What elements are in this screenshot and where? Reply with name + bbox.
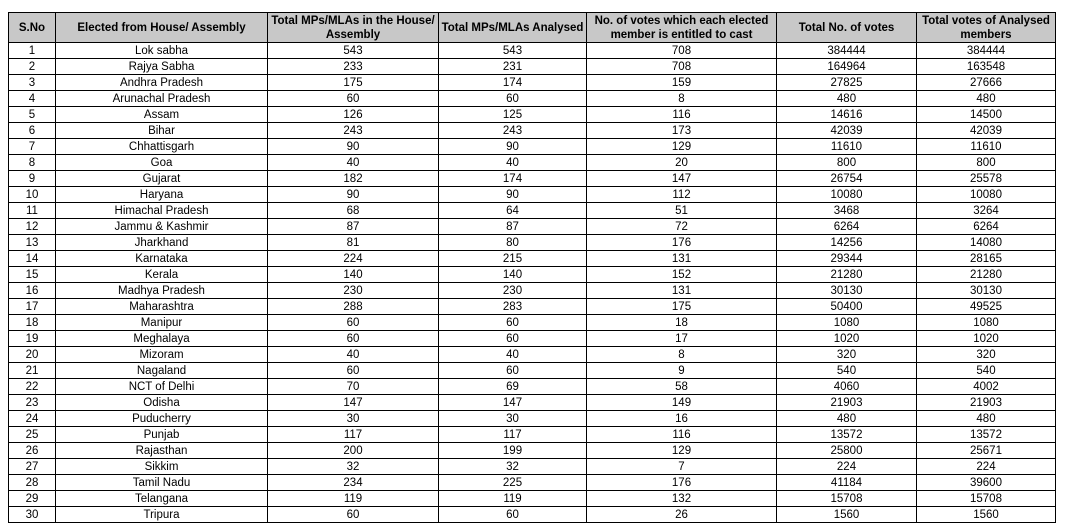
- cell-house: Nagaland: [56, 363, 268, 379]
- cell-total-votes-analysed: 480: [917, 91, 1056, 107]
- cell-total-votes-analysed: 14500: [917, 107, 1056, 123]
- cell-total-members: 60: [268, 363, 439, 379]
- cell-total-votes-analysed: 163548: [917, 59, 1056, 75]
- cell-sno: 28: [9, 475, 56, 491]
- cell-votes-per-member: 112: [587, 187, 777, 203]
- cell-house: Tamil Nadu: [56, 475, 268, 491]
- cell-sno: 21: [9, 363, 56, 379]
- cell-total-votes: 1080: [777, 315, 917, 331]
- cell-total-members: 60: [268, 507, 439, 523]
- cell-analysed: 60: [439, 91, 587, 107]
- cell-total-votes-analysed: 25671: [917, 443, 1056, 459]
- table-container: [8, 12, 1056, 523]
- cell-total-votes: 42039: [777, 123, 917, 139]
- cell-house: Sikkim: [56, 459, 268, 475]
- cell-analysed: 230: [439, 283, 587, 299]
- cell-total-votes: 27825: [777, 75, 917, 91]
- cell-analysed: 69: [439, 379, 587, 395]
- cell-total-votes-analysed: 42039: [917, 123, 1056, 139]
- cell-total-votes: 15708: [777, 491, 917, 507]
- cell-analysed: 231: [439, 59, 587, 75]
- cell-analysed: 40: [439, 347, 587, 363]
- cell-total-votes: 224: [777, 459, 917, 475]
- cell-total-votes: 3468: [777, 203, 917, 219]
- cell-votes-per-member: 129: [587, 443, 777, 459]
- cell-total-votes: 25800: [777, 443, 917, 459]
- cell-total-votes: 14616: [777, 107, 917, 123]
- cell-sno: 14: [9, 251, 56, 267]
- cell-total-votes-analysed: 224: [917, 459, 1056, 475]
- cell-votes-per-member: 58: [587, 379, 777, 395]
- votes-table: [8, 12, 1056, 523]
- table-row: [9, 299, 1056, 315]
- cell-house: Tripura: [56, 507, 268, 523]
- cell-total-votes-analysed: 21280: [917, 267, 1056, 283]
- table-row: [9, 315, 1056, 331]
- cell-total-votes: 1560: [777, 507, 917, 523]
- cell-total-votes: 50400: [777, 299, 917, 315]
- table-row: [9, 171, 1056, 187]
- cell-house: Puducherry: [56, 411, 268, 427]
- cell-total-members: 182: [268, 171, 439, 187]
- cell-total-members: 40: [268, 155, 439, 171]
- cell-house: Haryana: [56, 187, 268, 203]
- cell-sno: 10: [9, 187, 56, 203]
- cell-total-votes: 14256: [777, 235, 917, 251]
- cell-analysed: 80: [439, 235, 587, 251]
- cell-analysed: 125: [439, 107, 587, 123]
- cell-sno: 22: [9, 379, 56, 395]
- table-row: [9, 331, 1056, 347]
- cell-total-votes: 10080: [777, 187, 917, 203]
- cell-total-members: 233: [268, 59, 439, 75]
- cell-analysed: 147: [439, 395, 587, 411]
- cell-analysed: 32: [439, 459, 587, 475]
- cell-analysed: 199: [439, 443, 587, 459]
- cell-analysed: 64: [439, 203, 587, 219]
- cell-house: Rajasthan: [56, 443, 268, 459]
- cell-total-votes-analysed: 15708: [917, 491, 1056, 507]
- header-total-members: Total MPs/MLAs in the House/ Assembly: [268, 13, 439, 43]
- cell-total-votes-analysed: 27666: [917, 75, 1056, 91]
- cell-sno: 26: [9, 443, 56, 459]
- cell-total-members: 90: [268, 139, 439, 155]
- cell-votes-per-member: 175: [587, 299, 777, 315]
- cell-house: Madhya Pradesh: [56, 283, 268, 299]
- cell-analysed: 225: [439, 475, 587, 491]
- cell-sno: 4: [9, 91, 56, 107]
- header-sno: S.No: [9, 13, 56, 43]
- cell-total-votes-analysed: 800: [917, 155, 1056, 171]
- cell-sno: 25: [9, 427, 56, 443]
- cell-house: Punjab: [56, 427, 268, 443]
- cell-total-members: 543: [268, 43, 439, 59]
- cell-votes-per-member: 159: [587, 75, 777, 91]
- cell-house: Maharashtra: [56, 299, 268, 315]
- cell-total-votes: 480: [777, 91, 917, 107]
- cell-votes-per-member: 9: [587, 363, 777, 379]
- table-row: [9, 235, 1056, 251]
- cell-sno: 17: [9, 299, 56, 315]
- cell-total-votes-analysed: 1080: [917, 315, 1056, 331]
- cell-total-votes: 800: [777, 155, 917, 171]
- cell-total-votes-analysed: 30130: [917, 283, 1056, 299]
- cell-sno: 15: [9, 267, 56, 283]
- cell-analysed: 90: [439, 139, 587, 155]
- table-row: [9, 475, 1056, 491]
- cell-total-members: 147: [268, 395, 439, 411]
- cell-analysed: 60: [439, 315, 587, 331]
- cell-house: Telangana: [56, 491, 268, 507]
- cell-sno: 3: [9, 75, 56, 91]
- cell-total-members: 30: [268, 411, 439, 427]
- cell-votes-per-member: 72: [587, 219, 777, 235]
- cell-house: NCT of Delhi: [56, 379, 268, 395]
- cell-votes-per-member: 129: [587, 139, 777, 155]
- cell-house: Manipur: [56, 315, 268, 331]
- cell-total-members: 288: [268, 299, 439, 315]
- table-row: [9, 59, 1056, 75]
- table-row: [9, 427, 1056, 443]
- table-row: [9, 363, 1056, 379]
- cell-house: Kerala: [56, 267, 268, 283]
- cell-total-votes-analysed: 480: [917, 411, 1056, 427]
- cell-sno: 9: [9, 171, 56, 187]
- cell-total-members: 230: [268, 283, 439, 299]
- cell-total-votes: 26754: [777, 171, 917, 187]
- cell-sno: 18: [9, 315, 56, 331]
- cell-votes-per-member: 708: [587, 43, 777, 59]
- cell-total-members: 81: [268, 235, 439, 251]
- cell-total-members: 140: [268, 267, 439, 283]
- cell-analysed: 60: [439, 363, 587, 379]
- header-total-votes: Total No. of votes: [777, 13, 917, 43]
- table-row: [9, 395, 1056, 411]
- cell-total-votes-analysed: 4002: [917, 379, 1056, 395]
- cell-votes-per-member: 8: [587, 91, 777, 107]
- cell-total-votes-analysed: 10080: [917, 187, 1056, 203]
- cell-analysed: 30: [439, 411, 587, 427]
- cell-sno: 20: [9, 347, 56, 363]
- cell-votes-per-member: 708: [587, 59, 777, 75]
- cell-votes-per-member: 18: [587, 315, 777, 331]
- cell-total-votes: 6264: [777, 219, 917, 235]
- table-row: [9, 507, 1056, 523]
- table-row: [9, 491, 1056, 507]
- cell-analysed: 174: [439, 171, 587, 187]
- cell-analysed: 40: [439, 155, 587, 171]
- cell-total-votes-analysed: 21903: [917, 395, 1056, 411]
- cell-votes-per-member: 26: [587, 507, 777, 523]
- cell-total-votes-analysed: 25578: [917, 171, 1056, 187]
- table-row: [9, 75, 1056, 91]
- cell-house: Jharkhand: [56, 235, 268, 251]
- cell-votes-per-member: 131: [587, 283, 777, 299]
- cell-total-votes: 11610: [777, 139, 917, 155]
- cell-votes-per-member: 131: [587, 251, 777, 267]
- table-row: [9, 155, 1056, 171]
- cell-house: Mizoram: [56, 347, 268, 363]
- cell-total-members: 200: [268, 443, 439, 459]
- cell-votes-per-member: 51: [587, 203, 777, 219]
- header-total-votes-analysed: Total votes of Analysed members: [917, 13, 1056, 43]
- cell-house: Arunachal Pradesh: [56, 91, 268, 107]
- cell-total-members: 175: [268, 75, 439, 91]
- table-row: [9, 43, 1056, 59]
- cell-house: Lok sabha: [56, 43, 268, 59]
- cell-total-members: 87: [268, 219, 439, 235]
- cell-total-members: 90: [268, 187, 439, 203]
- cell-analysed: 543: [439, 43, 587, 59]
- table-row: [9, 411, 1056, 427]
- cell-sno: 2: [9, 59, 56, 75]
- cell-total-votes-analysed: 1560: [917, 507, 1056, 523]
- cell-votes-per-member: 152: [587, 267, 777, 283]
- cell-sno: 29: [9, 491, 56, 507]
- cell-sno: 24: [9, 411, 56, 427]
- cell-votes-per-member: 8: [587, 347, 777, 363]
- cell-total-members: 117: [268, 427, 439, 443]
- cell-total-members: 119: [268, 491, 439, 507]
- table-row: [9, 267, 1056, 283]
- cell-total-votes: 320: [777, 347, 917, 363]
- cell-sno: 30: [9, 507, 56, 523]
- cell-total-votes: 164964: [777, 59, 917, 75]
- cell-sno: 8: [9, 155, 56, 171]
- cell-total-votes-analysed: 13572: [917, 427, 1056, 443]
- cell-analysed: 60: [439, 331, 587, 347]
- cell-votes-per-member: 176: [587, 475, 777, 491]
- table-row: [9, 123, 1056, 139]
- cell-total-votes: 384444: [777, 43, 917, 59]
- cell-house: Goa: [56, 155, 268, 171]
- table-row: [9, 347, 1056, 363]
- cell-analysed: 243: [439, 123, 587, 139]
- cell-votes-per-member: 116: [587, 107, 777, 123]
- header-total-analysed: Total MPs/MLAs Analysed: [439, 13, 587, 43]
- cell-total-votes: 13572: [777, 427, 917, 443]
- cell-votes-per-member: 20: [587, 155, 777, 171]
- cell-total-votes-analysed: 540: [917, 363, 1056, 379]
- cell-analysed: 174: [439, 75, 587, 91]
- cell-sno: 7: [9, 139, 56, 155]
- cell-total-members: 60: [268, 331, 439, 347]
- cell-votes-per-member: 16: [587, 411, 777, 427]
- cell-total-votes-analysed: 1020: [917, 331, 1056, 347]
- cell-house: Gujarat: [56, 171, 268, 187]
- cell-total-members: 32: [268, 459, 439, 475]
- cell-house: Odisha: [56, 395, 268, 411]
- cell-total-members: 243: [268, 123, 439, 139]
- cell-votes-per-member: 116: [587, 427, 777, 443]
- cell-total-votes-analysed: 11610: [917, 139, 1056, 155]
- header-row: [9, 13, 1056, 43]
- cell-votes-per-member: 149: [587, 395, 777, 411]
- header-votes-per-member: No. of votes which each elected member is entitled to cast: [587, 13, 777, 43]
- cell-sno: 27: [9, 459, 56, 475]
- cell-total-members: 40: [268, 347, 439, 363]
- table-row: [9, 459, 1056, 475]
- cell-sno: 19: [9, 331, 56, 347]
- table-row: [9, 219, 1056, 235]
- cell-total-votes-analysed: 320: [917, 347, 1056, 363]
- cell-total-members: 60: [268, 315, 439, 331]
- cell-total-votes: 30130: [777, 283, 917, 299]
- cell-total-votes: 21903: [777, 395, 917, 411]
- cell-analysed: 140: [439, 267, 587, 283]
- cell-total-votes-analysed: 384444: [917, 43, 1056, 59]
- cell-analysed: 215: [439, 251, 587, 267]
- cell-total-votes: 41184: [777, 475, 917, 491]
- table-row: [9, 139, 1056, 155]
- cell-sno: 12: [9, 219, 56, 235]
- cell-sno: 6: [9, 123, 56, 139]
- cell-total-votes: 480: [777, 411, 917, 427]
- cell-house: Assam: [56, 107, 268, 123]
- cell-total-votes-analysed: 3264: [917, 203, 1056, 219]
- cell-total-votes-analysed: 39600: [917, 475, 1056, 491]
- cell-sno: 23: [9, 395, 56, 411]
- cell-total-members: 68: [268, 203, 439, 219]
- cell-sno: 16: [9, 283, 56, 299]
- cell-house: Karnataka: [56, 251, 268, 267]
- cell-sno: 5: [9, 107, 56, 123]
- cell-house: Bihar: [56, 123, 268, 139]
- cell-total-members: 70: [268, 379, 439, 395]
- cell-house: Andhra Pradesh: [56, 75, 268, 91]
- table-body: [9, 43, 1056, 523]
- cell-analysed: 119: [439, 491, 587, 507]
- cell-total-members: 234: [268, 475, 439, 491]
- cell-total-members: 126: [268, 107, 439, 123]
- cell-analysed: 90: [439, 187, 587, 203]
- table-row: [9, 107, 1056, 123]
- cell-total-votes: 540: [777, 363, 917, 379]
- cell-sno: 13: [9, 235, 56, 251]
- cell-votes-per-member: 7: [587, 459, 777, 475]
- table-row: [9, 187, 1056, 203]
- cell-total-votes: 4060: [777, 379, 917, 395]
- cell-analysed: 60: [439, 507, 587, 523]
- cell-votes-per-member: 173: [587, 123, 777, 139]
- cell-total-votes: 1020: [777, 331, 917, 347]
- cell-house: Rajya Sabha: [56, 59, 268, 75]
- table-row: [9, 379, 1056, 395]
- cell-votes-per-member: 176: [587, 235, 777, 251]
- table-row: [9, 443, 1056, 459]
- cell-analysed: 117: [439, 427, 587, 443]
- cell-house: Jammu & Kashmir: [56, 219, 268, 235]
- cell-analysed: 283: [439, 299, 587, 315]
- cell-votes-per-member: 147: [587, 171, 777, 187]
- cell-total-members: 60: [268, 91, 439, 107]
- cell-total-votes: 29344: [777, 251, 917, 267]
- table-row: [9, 283, 1056, 299]
- cell-total-votes-analysed: 6264: [917, 219, 1056, 235]
- cell-house: Chhattisgarh: [56, 139, 268, 155]
- cell-sno: 11: [9, 203, 56, 219]
- cell-total-votes: 21280: [777, 267, 917, 283]
- cell-house: Himachal Pradesh: [56, 203, 268, 219]
- cell-house: Meghalaya: [56, 331, 268, 347]
- cell-votes-per-member: 17: [587, 331, 777, 347]
- cell-total-members: 224: [268, 251, 439, 267]
- table-row: [9, 91, 1056, 107]
- table-row: [9, 251, 1056, 267]
- table-row: [9, 203, 1056, 219]
- cell-sno: 1: [9, 43, 56, 59]
- cell-total-votes-analysed: 28165: [917, 251, 1056, 267]
- cell-analysed: 87: [439, 219, 587, 235]
- header-elected-from: Elected from House/ Assembly: [56, 13, 268, 43]
- cell-votes-per-member: 132: [587, 491, 777, 507]
- cell-total-votes-analysed: 49525: [917, 299, 1056, 315]
- cell-total-votes-analysed: 14080: [917, 235, 1056, 251]
